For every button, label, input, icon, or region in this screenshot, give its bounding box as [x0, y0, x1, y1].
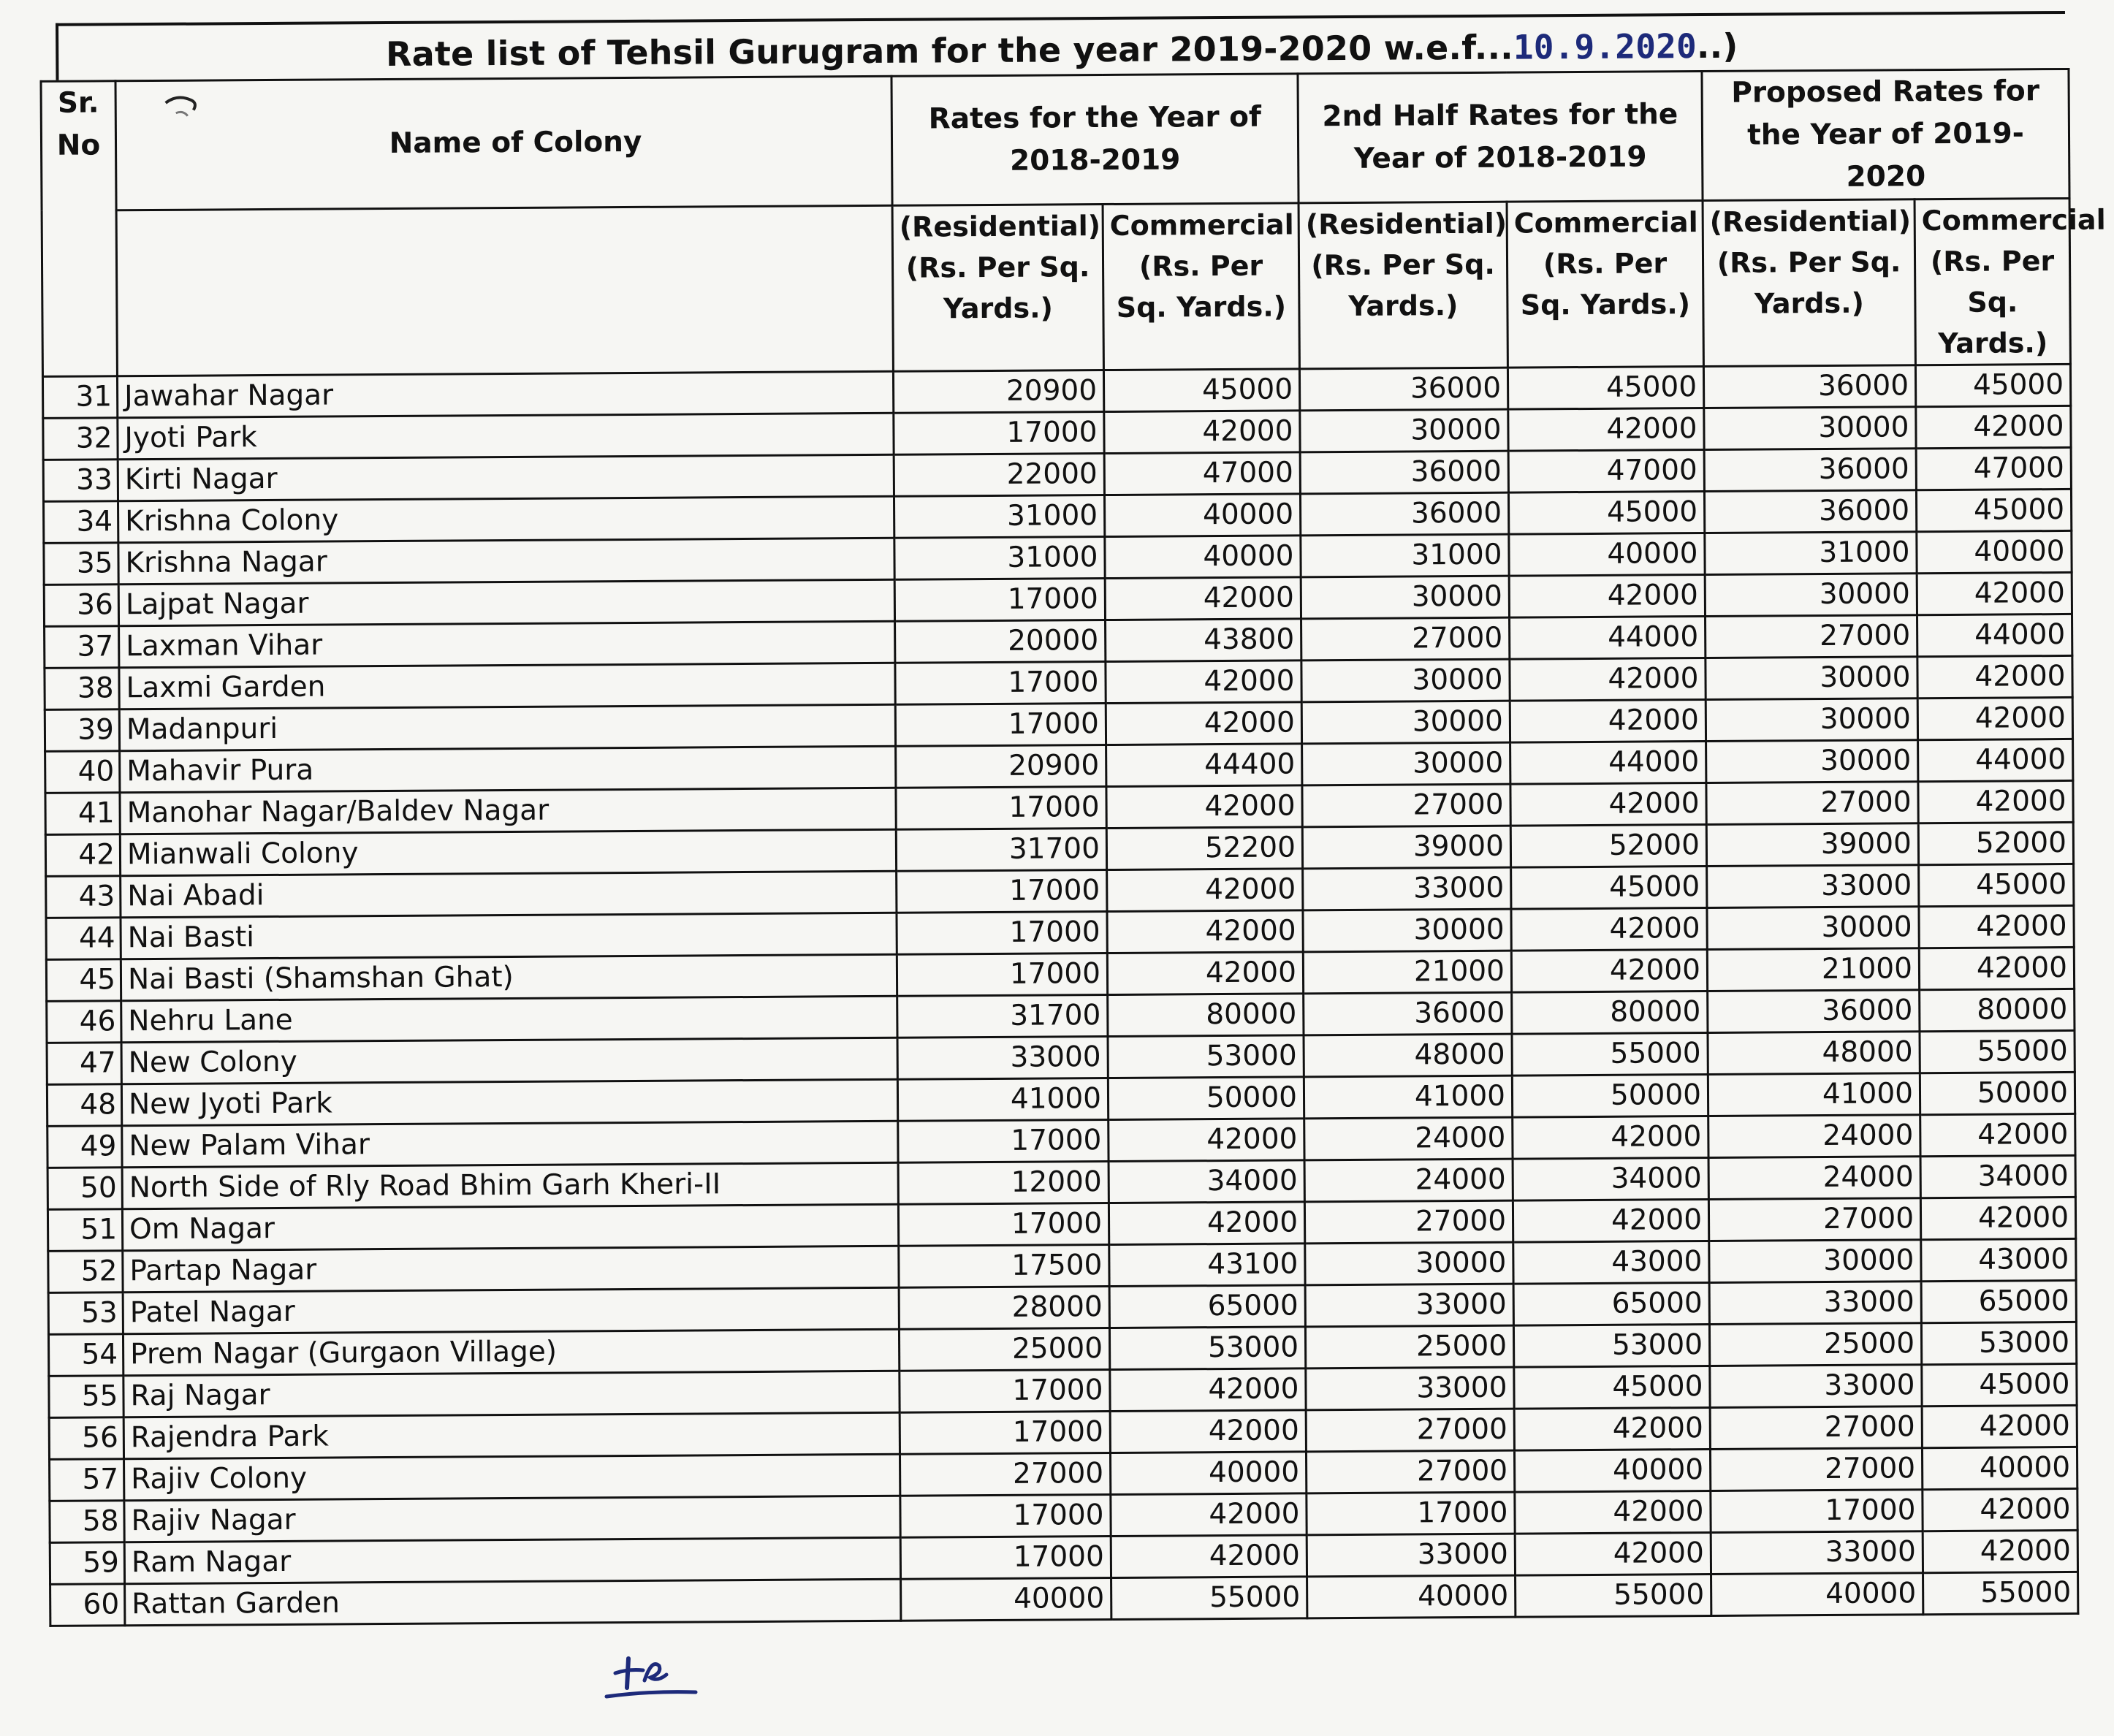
proposed-residential-cell: 30000	[1709, 1240, 1921, 1283]
second-half-commercial-cell: 40000	[1514, 1449, 1710, 1492]
rate-2018-commercial-cell: 80000	[1108, 994, 1304, 1037]
second-half-residential-cell: 36000	[1299, 368, 1507, 411]
header-row-top	[41, 69, 2069, 210]
proposed-rates-header: Proposed Rates for the Year of 2019-2020	[1702, 69, 2069, 200]
proposed-commercial-cell: 45000	[1919, 864, 2074, 906]
proposed-residential-cell: 31000	[1705, 532, 1917, 575]
second-half-commercial-cell: 42000	[1509, 575, 1705, 618]
second-half-residential-cell: 30000	[1301, 659, 1510, 702]
colony-name-cell: Rajiv Colony	[124, 1454, 900, 1500]
rate-2018-residential-cell: 17000	[895, 704, 1106, 747]
second-half-commercial-cell: 45000	[1508, 492, 1704, 535]
sr-no-cell: 45	[46, 959, 121, 1002]
second-half-residential-cell: 33000	[1307, 1534, 1515, 1577]
colony-name-cell: Manohar Nagar/Baldev Nagar	[120, 788, 896, 834]
rate-2018-commercial-cell: 55000	[1111, 1577, 1307, 1620]
second-half-residential-cell: 17000	[1307, 1492, 1515, 1535]
residential-header-1: (Residential) (Rs. Per Sq. Yards.)	[892, 205, 1103, 372]
rate-2018-residential-cell: 17000	[894, 412, 1104, 455]
proposed-commercial-cell: 34000	[1920, 1155, 2075, 1198]
colony-name-cell: Laxmi Garden	[119, 663, 895, 709]
proposed-residential-cell: 17000	[1711, 1490, 1923, 1533]
proposed-residential-cell: 40000	[1711, 1573, 1923, 1616]
second-half-residential-cell: 27000	[1302, 784, 1510, 827]
second-half-residential-cell: 21000	[1303, 951, 1511, 994]
rate-2018-commercial-cell: 42000	[1110, 1368, 1306, 1412]
rate-2018-commercial-cell: 42000	[1107, 869, 1303, 912]
proposed-commercial-cell: 45000	[1915, 364, 2070, 406]
proposed-residential-cell: 30000	[1704, 407, 1916, 450]
proposed-residential-cell: 27000	[1710, 1406, 1922, 1450]
colony-name-cell: Nai Abadi	[121, 871, 897, 917]
proposed-commercial-cell: 42000	[1917, 572, 2072, 614]
proposed-commercial-cell: 40000	[1922, 1447, 2077, 1489]
rate-2018-residential-cell: 27000	[900, 1453, 1110, 1496]
proposed-commercial-cell: 42000	[1923, 1488, 2077, 1531]
rate-2018-commercial-cell: 53000	[1108, 1035, 1304, 1078]
colony-name-cell: New Jyoti Park	[121, 1079, 897, 1125]
rate-2018-residential-cell: 41000	[897, 1078, 1108, 1122]
rate-2018-commercial-cell: 42000	[1105, 577, 1301, 620]
colony-name-cell: Mahavir Pura	[120, 746, 896, 792]
sr-no-cell: 33	[43, 460, 118, 502]
rate-2018-commercial-cell: 42000	[1106, 785, 1302, 829]
rate-2018-commercial-cell: 40000	[1105, 536, 1301, 579]
sr-no-cell: 55	[49, 1376, 123, 1418]
title-prefix: Rate list of Tehsil Gurugram for the year 2019-2020 w.e.f...	[385, 27, 1514, 75]
colony-name-cell: Mianwali Colony	[120, 829, 896, 875]
pen-mark-icon	[161, 88, 208, 123]
proposed-commercial-cell: 42000	[1922, 1405, 2077, 1447]
proposed-residential-cell: 30000	[1706, 657, 1917, 700]
rate-2018-residential-cell: 17000	[900, 1370, 1110, 1413]
rate-2018-residential-cell: 28000	[899, 1287, 1109, 1330]
rates-2018-2019-header: Rates for the Year of 2018-2019	[891, 74, 1299, 205]
second-half-commercial-cell: 65000	[1513, 1282, 1709, 1325]
residential-header-2: (Residential) (Rs. Per Sq. Yards.)	[1299, 202, 1507, 369]
colony-name-cell: Nehru Lane	[121, 996, 897, 1042]
rate-2018-commercial-cell: 42000	[1106, 660, 1301, 704]
proposed-commercial-cell: 55000	[1920, 1030, 2075, 1073]
proposed-commercial-cell: 42000	[1920, 1113, 2075, 1156]
second-half-commercial-cell: 42000	[1513, 1116, 1708, 1159]
title-suffix: ..)	[1696, 26, 1738, 66]
sr-no-cell: 43	[46, 876, 121, 918]
proposed-residential-cell: 30000	[1705, 574, 1917, 617]
proposed-residential-cell: 41000	[1708, 1073, 1920, 1116]
colony-name-cell: New Colony	[121, 1038, 897, 1084]
second-half-commercial-cell: 42000	[1513, 1199, 1708, 1242]
colony-name-cell: Kirti Nagar	[118, 454, 894, 500]
rate-2018-commercial-cell: 52200	[1106, 827, 1302, 870]
proposed-commercial-cell: 50000	[1920, 1072, 2075, 1114]
rate-2018-residential-cell: 17000	[896, 787, 1106, 830]
second-half-commercial-cell: 52000	[1510, 824, 1706, 867]
signature-icon	[599, 1644, 702, 1710]
sr-no-cell: 53	[48, 1293, 123, 1335]
rate-2018-commercial-cell: 44400	[1106, 744, 1302, 787]
second-half-rates-header: 2nd Half Rates for the Year of 2018-2019	[1298, 72, 1703, 203]
second-half-commercial-cell: 34000	[1513, 1157, 1708, 1200]
rate-2018-commercial-cell: 42000	[1107, 910, 1303, 953]
sr-no-cell: 34	[44, 501, 118, 544]
second-half-residential-cell: 39000	[1302, 826, 1510, 869]
rate-2018-residential-cell: 31000	[894, 537, 1105, 580]
second-half-residential-cell: 24000	[1304, 1159, 1513, 1202]
rate-2018-residential-cell: 17000	[897, 953, 1107, 997]
sr-no-cell: 42	[45, 834, 120, 877]
rate-2018-residential-cell: 31700	[896, 829, 1106, 872]
rate-2018-residential-cell: 31700	[897, 995, 1108, 1038]
rate-2018-residential-cell: 17000	[897, 870, 1107, 913]
sr-no-cell: 32	[43, 418, 118, 460]
rate-2018-commercial-cell: 53000	[1109, 1327, 1305, 1370]
second-half-commercial-cell: 42000	[1514, 1407, 1710, 1450]
residential-header-3: (Residential) (Rs. Per Sq. Yards.)	[1703, 199, 1915, 367]
rate-2018-commercial-cell: 65000	[1109, 1285, 1305, 1328]
rate-2018-residential-cell: 17500	[899, 1245, 1109, 1288]
rate-2018-residential-cell: 17000	[900, 1536, 1111, 1579]
header-row-sub	[42, 198, 2070, 376]
second-half-residential-cell: 30000	[1300, 409, 1508, 452]
name-subheader-empty	[116, 205, 893, 376]
proposed-residential-cell: 36000	[1703, 365, 1915, 408]
sr-no-cell: 38	[45, 668, 119, 710]
second-half-residential-cell: 30000	[1301, 701, 1510, 744]
second-half-residential-cell: 27000	[1307, 1450, 1515, 1493]
sr-no-cell: 37	[45, 626, 119, 669]
proposed-residential-cell: 33000	[1707, 865, 1919, 908]
colony-name-cell: Jyoti Park	[118, 413, 894, 459]
proposed-commercial-cell: 42000	[1919, 947, 2074, 989]
rate-2018-residential-cell: 12000	[898, 1162, 1109, 1205]
proposed-commercial-cell: 53000	[1921, 1322, 2076, 1364]
second-half-commercial-cell: 40000	[1509, 533, 1705, 576]
second-half-commercial-cell: 55000	[1512, 1032, 1708, 1076]
proposed-residential-cell: 36000	[1708, 990, 1920, 1033]
rate-2018-commercial-cell: 42000	[1109, 1119, 1304, 1162]
second-half-commercial-cell: 55000	[1516, 1574, 1711, 1617]
second-half-residential-cell: 48000	[1304, 1034, 1512, 1077]
colony-name-cell: Nai Basti	[121, 913, 897, 959]
proposed-residential-cell: 27000	[1706, 782, 1918, 825]
proposed-commercial-cell: 42000	[1920, 1197, 2075, 1239]
second-half-commercial-cell: 43000	[1513, 1241, 1709, 1284]
second-half-residential-cell: 36000	[1300, 492, 1508, 536]
colony-name-cell: Laxman Vihar	[119, 621, 895, 667]
colony-name-cell: Om Nagar	[122, 1204, 898, 1250]
colony-name-cell: Patel Nagar	[123, 1287, 899, 1333]
second-half-residential-cell: 25000	[1305, 1325, 1513, 1368]
second-half-commercial-cell: 42000	[1510, 700, 1706, 743]
rate-2018-commercial-cell: 34000	[1109, 1160, 1304, 1203]
colony-name-cell: Jawahar Nagar	[117, 371, 893, 417]
sr-no-cell: 41	[45, 793, 120, 835]
title-date: 10.9.2020	[1513, 26, 1697, 67]
rate-list-sheet	[29, 9, 2106, 1621]
proposed-residential-cell: 24000	[1708, 1157, 1920, 1200]
colony-name-cell: Ram Nagar	[124, 1537, 900, 1583]
rate-2018-commercial-cell: 40000	[1104, 494, 1300, 537]
proposed-commercial-cell: 42000	[1918, 780, 2073, 823]
commercial-header-1: Commercial (Rs. Per Sq. Yards.)	[1103, 203, 1299, 370]
table-body	[42, 364, 2077, 1626]
rate-2018-residential-cell: 17000	[898, 1120, 1109, 1163]
proposed-commercial-cell: 45000	[1922, 1363, 2077, 1406]
sr-no-cell: 40	[45, 751, 120, 793]
sr-no-cell: 51	[47, 1209, 122, 1252]
sr-no-cell: 35	[44, 543, 118, 585]
second-half-residential-cell: 33000	[1306, 1367, 1514, 1410]
second-half-residential-cell: 30000	[1302, 742, 1510, 785]
rate-2018-commercial-cell: 47000	[1104, 452, 1300, 495]
proposed-commercial-cell: 43000	[1921, 1238, 2076, 1281]
second-half-residential-cell: 33000	[1305, 1284, 1513, 1327]
rate-2018-commercial-cell: 42000	[1104, 411, 1300, 454]
sr-no-cell: 60	[50, 1584, 125, 1626]
second-half-commercial-cell: 42000	[1511, 907, 1707, 951]
colony-name-cell: New Palam Vihar	[122, 1121, 898, 1167]
proposed-commercial-cell: 42000	[1917, 655, 2072, 698]
proposed-residential-cell: 30000	[1706, 740, 1918, 783]
second-half-commercial-cell: 42000	[1508, 408, 1704, 452]
rate-2018-commercial-cell: 42000	[1110, 1410, 1306, 1453]
sr-no-cell: 59	[50, 1542, 124, 1585]
proposed-residential-cell: 36000	[1704, 449, 1916, 492]
document-title	[386, 26, 1738, 74]
proposed-residential-cell: 33000	[1711, 1531, 1923, 1575]
rate-2018-commercial-cell: 42000	[1111, 1535, 1307, 1578]
sr-no-header: Sr. No	[41, 81, 117, 377]
commercial-header-2: Commercial (Rs. Per Sq. Yards.)	[1507, 201, 1703, 368]
rate-2018-residential-cell: 17000	[894, 579, 1105, 622]
proposed-residential-cell: 33000	[1710, 1365, 1922, 1408]
proposed-commercial-cell: 80000	[1920, 989, 2075, 1031]
rate-2018-residential-cell: 17000	[897, 912, 1107, 955]
colony-name-cell: Rajiv Nagar	[124, 1496, 900, 1542]
rate-2018-residential-cell: 20900	[893, 370, 1103, 414]
proposed-commercial-cell: 42000	[1919, 905, 2074, 948]
rate-2018-commercial-cell: 43100	[1109, 1244, 1305, 1287]
proposed-residential-cell: 27000	[1708, 1198, 1920, 1241]
rate-2018-commercial-cell: 42000	[1107, 952, 1303, 995]
proposed-residential-cell: 48000	[1708, 1032, 1920, 1075]
colony-name-cell: Lajpat Nagar	[118, 579, 894, 625]
colony-name-cell: Prem Nagar (Gurgaon Village)	[123, 1329, 899, 1375]
proposed-residential-cell: 39000	[1706, 823, 1918, 867]
rate-2018-residential-cell: 17000	[900, 1412, 1110, 1455]
second-half-residential-cell: 27000	[1306, 1409, 1514, 1452]
proposed-residential-cell: 27000	[1706, 615, 1917, 658]
colony-name-cell: Raj Nagar	[123, 1371, 900, 1417]
rate-2018-commercial-cell: 42000	[1109, 1202, 1304, 1245]
proposed-residential-cell: 30000	[1707, 907, 1919, 950]
proposed-residential-cell: 24000	[1708, 1115, 1920, 1158]
second-half-commercial-cell: 42000	[1510, 783, 1706, 826]
colony-name-cell: Rattan Garden	[125, 1579, 901, 1625]
colony-name-cell: Madanpuri	[119, 704, 895, 750]
second-half-commercial-cell: 45000	[1514, 1366, 1710, 1409]
proposed-commercial-cell: 42000	[1923, 1530, 2077, 1572]
sr-no-cell: 56	[49, 1417, 123, 1460]
second-half-residential-cell: 36000	[1300, 451, 1508, 494]
rate-2018-residential-cell: 25000	[899, 1328, 1109, 1371]
rate-2018-commercial-cell: 42000	[1106, 702, 1301, 745]
rate-2018-commercial-cell: 43800	[1106, 619, 1301, 662]
rate-table	[39, 68, 2106, 1627]
colony-name-cell: Rajendra Park	[123, 1412, 900, 1458]
second-half-commercial-cell: 42000	[1515, 1532, 1711, 1575]
proposed-commercial-cell: 47000	[1916, 447, 2071, 490]
colony-name-cell: Krishna Colony	[118, 496, 894, 542]
second-half-residential-cell: 24000	[1304, 1117, 1513, 1160]
second-half-residential-cell: 30000	[1305, 1242, 1513, 1285]
proposed-commercial-cell: 42000	[1916, 406, 2071, 448]
second-half-residential-cell: 31000	[1301, 534, 1509, 577]
proposed-residential-cell: 36000	[1704, 490, 1916, 533]
colony-name-header: Name of Colony	[115, 76, 892, 210]
sr-no-cell: 36	[44, 585, 118, 627]
sr-no-cell: 47	[47, 1043, 121, 1085]
colony-name-cell: Partap Nagar	[123, 1246, 899, 1292]
proposed-commercial-cell: 42000	[1917, 697, 2072, 739]
second-half-commercial-cell: 42000	[1510, 658, 1706, 701]
proposed-residential-cell: 21000	[1707, 948, 1919, 991]
rate-2018-commercial-cell: 50000	[1108, 1077, 1304, 1120]
proposed-commercial-cell: 45000	[1916, 489, 2071, 531]
sr-no-cell: 49	[47, 1126, 122, 1168]
rate-2018-commercial-cell: 40000	[1110, 1452, 1306, 1495]
sr-no-cell: 48	[47, 1084, 121, 1127]
rate-2018-commercial-cell: 42000	[1111, 1493, 1307, 1537]
proposed-commercial-cell: 52000	[1918, 822, 2073, 864]
proposed-residential-cell: 33000	[1709, 1282, 1921, 1325]
rate-2018-residential-cell: 40000	[901, 1577, 1111, 1621]
proposed-residential-cell: 25000	[1709, 1323, 1921, 1366]
second-half-commercial-cell: 42000	[1511, 949, 1707, 992]
second-half-commercial-cell: 50000	[1512, 1074, 1708, 1117]
second-half-commercial-cell: 45000	[1507, 367, 1703, 410]
rate-2018-residential-cell: 31000	[894, 495, 1104, 538]
rate-2018-residential-cell: 20000	[895, 620, 1106, 663]
second-half-residential-cell: 30000	[1303, 909, 1511, 952]
second-half-commercial-cell: 44000	[1510, 742, 1706, 785]
proposed-commercial-cell: 44000	[1918, 739, 2073, 781]
colony-name-cell: Krishna Nagar	[118, 538, 894, 584]
colony-name-cell: North Side of Rly Road Bhim Garh Kheri-II	[122, 1162, 898, 1208]
proposed-commercial-cell: 40000	[1917, 530, 2072, 573]
sr-no-cell: 54	[48, 1334, 123, 1377]
colony-name-cell: Nai Basti (Shamshan Ghat)	[121, 954, 897, 1000]
second-half-commercial-cell: 47000	[1508, 450, 1704, 493]
second-half-commercial-cell: 45000	[1511, 866, 1707, 909]
proposed-commercial-cell: 65000	[1921, 1280, 2076, 1322]
second-half-commercial-cell: 80000	[1512, 991, 1708, 1034]
sr-no-cell: 58	[50, 1501, 124, 1543]
rate-2018-residential-cell: 17000	[900, 1494, 1111, 1537]
sr-no-cell: 39	[45, 709, 119, 752]
commercial-header-3: Commercial (Rs. Per Sq. Yards.)	[1915, 198, 2070, 365]
rate-2018-residential-cell: 20900	[896, 745, 1106, 788]
second-half-residential-cell: 30000	[1301, 576, 1509, 619]
sr-no-cell: 52	[48, 1251, 123, 1293]
rate-2018-residential-cell: 33000	[897, 1037, 1108, 1080]
second-half-commercial-cell: 53000	[1513, 1324, 1709, 1367]
second-half-residential-cell: 41000	[1304, 1076, 1512, 1119]
rate-2018-residential-cell: 22000	[894, 454, 1104, 497]
sr-no-cell: 31	[42, 376, 117, 419]
proposed-residential-cell: 30000	[1706, 698, 1917, 742]
sr-no-cell: 46	[47, 1001, 121, 1043]
sr-no-cell: 50	[47, 1168, 122, 1210]
rate-2018-commercial-cell: 45000	[1103, 369, 1299, 412]
second-half-commercial-cell: 44000	[1510, 617, 1706, 660]
proposed-commercial-cell: 44000	[1917, 614, 2072, 656]
second-half-residential-cell: 36000	[1304, 992, 1512, 1035]
second-half-residential-cell: 40000	[1307, 1575, 1516, 1618]
second-half-residential-cell: 27000	[1304, 1200, 1513, 1244]
proposed-residential-cell: 27000	[1710, 1448, 1922, 1491]
proposed-commercial-cell: 55000	[1923, 1572, 2078, 1614]
second-half-residential-cell: 33000	[1303, 867, 1511, 910]
second-half-commercial-cell: 42000	[1515, 1491, 1711, 1534]
rate-2018-residential-cell: 17000	[895, 662, 1106, 705]
sr-no-cell: 57	[50, 1459, 124, 1501]
second-half-residential-cell: 27000	[1301, 617, 1510, 660]
sr-no-cell: 44	[46, 918, 121, 960]
rate-2018-residential-cell: 17000	[898, 1203, 1109, 1246]
